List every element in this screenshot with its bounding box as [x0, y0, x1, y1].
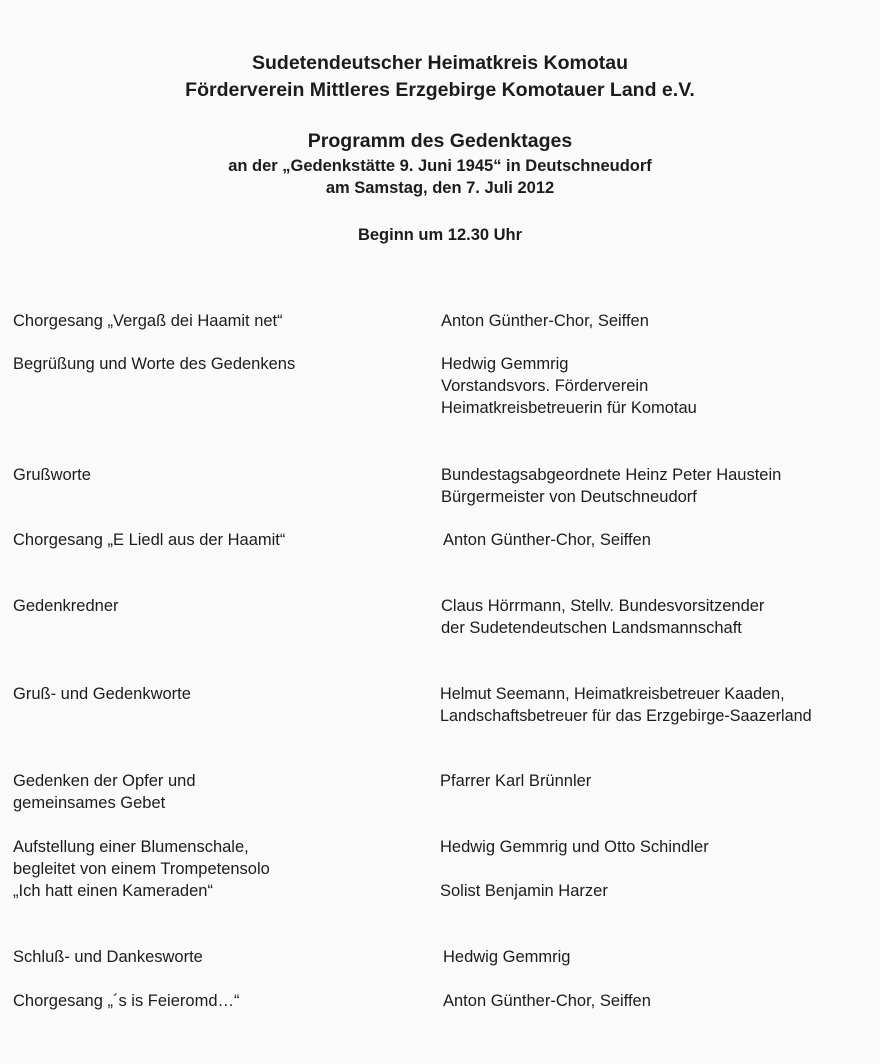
performer-line: Hedwig Gemmrig: [443, 948, 571, 966]
event-line: Grußworte: [13, 466, 91, 484]
program-performer: [440, 770, 591, 792]
event-line: Begrüßung und Worte des Gedenkens: [13, 355, 296, 373]
program-performer: [443, 529, 651, 551]
event-line: Gedenkredner: [13, 597, 119, 615]
association-name: Förderverein Mittleres Erzgebirge Komotauer Land e.V.: [185, 79, 695, 101]
event-line: Gedenken der Opfer und: [13, 772, 196, 790]
program-performer: [443, 990, 651, 1012]
program-performer: [440, 683, 812, 727]
program-performer: [443, 946, 570, 968]
performer-line: Claus Hörrmann, Stellv. Bundesvorsitzender: [441, 597, 765, 615]
program-event: [13, 595, 119, 617]
organization-name: Sudetendeutscher Heimatkreis Komotau: [251, 52, 628, 74]
event-line: Gruß- und Gedenkworte: [13, 685, 191, 703]
program-event: [13, 464, 91, 486]
performer-line: Anton Günther-Chor, Seiffen: [443, 992, 651, 1010]
program-performer: [441, 595, 764, 639]
event-line: Chorgesang „´s is Feieromd…“: [13, 992, 240, 1010]
program-performer: [441, 464, 781, 508]
performer-line: Bürgermeister von Deutschneudorf: [441, 488, 697, 506]
page-title: Programm des Gedenktages: [307, 130, 573, 152]
start-time: Beginn um 12.30 Uhr: [357, 226, 523, 244]
program-performer: [441, 310, 649, 332]
event-line: begleitet von einem Trompetensolo: [13, 860, 270, 878]
event-line: Schluß- und Dankesworte: [13, 948, 203, 966]
program-performer: [440, 836, 709, 858]
performer-line: Bundestagsabgeordnete Heinz Peter Haustein: [441, 466, 782, 484]
program-event: [13, 310, 283, 332]
event-line: Aufstellung einer Blumenschale,: [13, 838, 249, 856]
program-event: [13, 836, 270, 902]
program-performer: [440, 880, 608, 902]
event-location: an der „Gedenkstätte 9. Juni 1945“ in Deutschneudorf: [228, 157, 652, 175]
event-line: „Ich hatt einen Kameraden“: [13, 882, 213, 900]
program-event: [13, 529, 285, 551]
performer-line: Helmut Seemann, Heimatkreisbetreuer Kaaden,: [440, 685, 785, 703]
performer-line: Anton Günther-Chor, Seiffen: [441, 312, 649, 330]
event-line: Chorgesang „E Liedl aus der Haamit“: [13, 531, 286, 549]
performer-line: Heimatkreisbetreuerin für Komotau: [441, 399, 697, 417]
event-line: gemeinsames Gebet: [13, 794, 166, 812]
performer-line: Anton Günther-Chor, Seiffen: [443, 531, 651, 549]
performer-line: Hedwig Gemmrig und Otto Schindler: [440, 838, 709, 856]
program-event: [13, 990, 240, 1012]
program-performer: [441, 353, 697, 419]
event-date: am Samstag, den 7. Juli 2012: [325, 179, 555, 197]
program-event: [13, 683, 191, 705]
performer-line: Vorstandsvors. Förderverein: [441, 377, 649, 395]
performer-line: der Sudetendeutschen Landsmannschaft: [441, 619, 742, 637]
program-event: [13, 946, 203, 968]
performer-line: Hedwig Gemmrig: [441, 355, 569, 373]
program-event: [13, 353, 295, 375]
performer-line: Pfarrer Karl Brünnler: [440, 772, 592, 790]
event-line: Chorgesang „Vergaß dei Haamit net“: [13, 312, 283, 330]
program-event: [13, 770, 196, 814]
performer-line: Solist Benjamin Harzer: [440, 882, 608, 900]
performer-line: Landschaftsbetreuer für das Erzgebirge-Saazerland: [440, 707, 812, 725]
